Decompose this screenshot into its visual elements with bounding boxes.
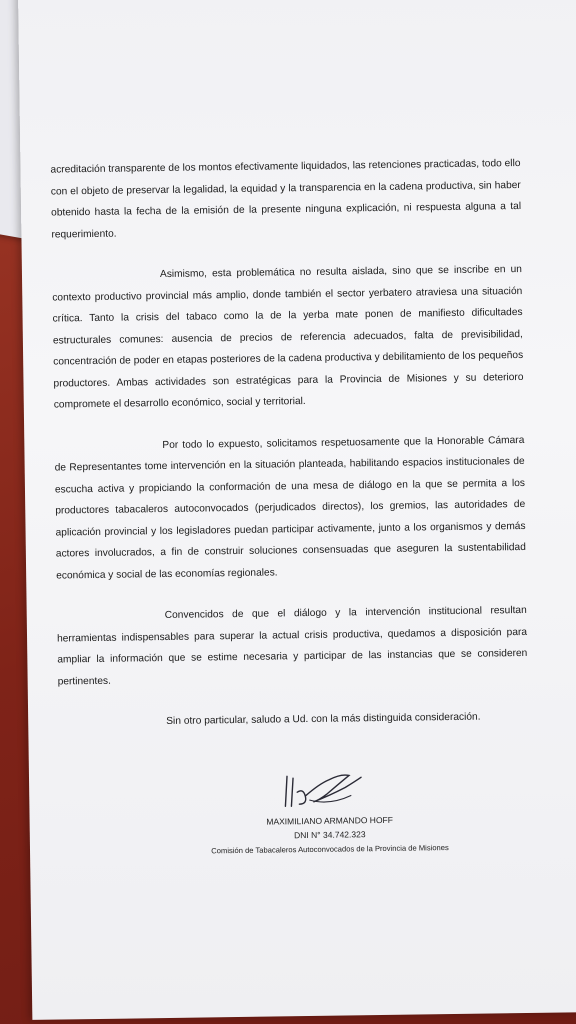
handwritten-signature [179,764,480,816]
signer-organization: Comisión de Tabacaleros Autoconvocados de la Provincia de Misiones [211,843,449,856]
paragraph-convencidos: Convencidos de que el diálogo y la intervención institucional resultan herramientas indispensables para superar la actual crisis productiva, quedamos a disposición para ampliar la información que se estime necesaria y participar de las instancias que se consideren pertinentes. [56,604,528,688]
paragraph-solicitud: Por todo lo expuesto, solicitamos respetuosamente que la Honorable Cámara de Representantes tome intervención en la situación planteada, habilitando espacios institucionales de escucha activa y propiciando la conformación de una mesa de diálogo en la que se permita a los productores tabacaleros autoconvocados (perjudicados directos), los gremios, las autoridades de aplicación provincial y los legisladores puedan participar activamente, junto a los organismos y demás actores involucrados, a fin de construir soluciones consensuadas que aseguren la sustentabilidad económica y social de las economías regionales. [54,434,526,582]
paragraph-retenciones: acreditación transparente de los montos efectivamente liquidados, las retenciones practicadas, todo ello con el objeto de preservar la legalidad, la equidad y la transparencia en la cadena productiva, sin haber obtenido hasta la fecha de la emisión de la presente ninguna explicación, ni respuesta alguna a tal requerimiento. [50,158,522,241]
letter-body [50,153,528,754]
letter-page [18,0,576,1020]
signer-name: MAXIMILIANO ARMANDO HOFF [266,814,393,827]
signature-block [179,764,480,860]
paragraph-asimismo: Asimismo, esta problemática no resulta aislada, sino que se inscribe en un contexto productivo provincial más amplio, donde también el sector yerbatero atraviesa una situación crítica. Tanto la crisis del tabaco como la de la yerba mate ponen de manifiesto dificultades estructurales comunes: ausencia de precios de referencia adecuados, falta de previsibilidad, concentración de poder en etapas posteriores de la cadena productiva y debilitamiento de los pequeños productores. Ambas actividades son estratégicas para la Provincia de Misiones y su deterioro compromete el desarrollo económico, social y territorial. [52,263,524,411]
paragraph-saludo: Sin otro particular, saludo a Ud. con la más distinguida consideración. [166,711,481,728]
signer-dni: DNI N° 34.742.323 [294,829,366,841]
